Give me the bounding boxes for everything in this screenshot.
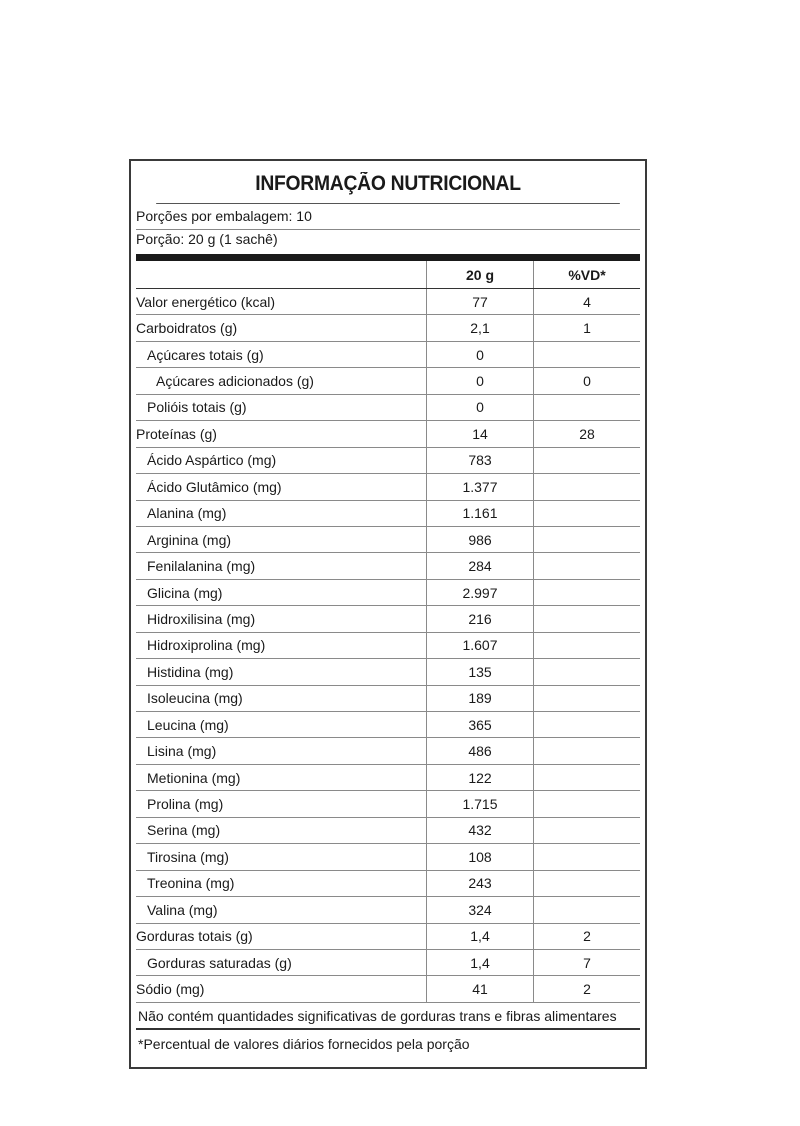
nutrient-amount: 1.715 (427, 791, 534, 817)
serving-size: Porção: 20 g (1 sachê) (136, 231, 278, 247)
nutrient-name: Hidroxilisina (mg) (136, 606, 427, 632)
nutrient-amount: 1,4 (427, 949, 534, 975)
nutrient-daily-value: 4 (534, 289, 641, 315)
table-row (136, 315, 640, 341)
nutrient-amount: 216 (427, 606, 534, 632)
table-row (136, 817, 640, 843)
nutrient-amount: 783 (427, 447, 534, 473)
table-row (136, 553, 640, 579)
nutrient-name: Gorduras saturadas (g) (136, 949, 427, 975)
nutrient-amount: 1.161 (427, 500, 534, 526)
nutrient-daily-value (534, 844, 641, 870)
table-row (136, 421, 640, 447)
nutrient-amount: 122 (427, 764, 534, 790)
nutrient-daily-value (534, 764, 641, 790)
nutrient-daily-value (534, 870, 641, 896)
nutrient-amount: 365 (427, 712, 534, 738)
nutrient-name: Metionina (mg) (136, 764, 427, 790)
table-row (136, 606, 640, 632)
nutrient-daily-value (534, 341, 641, 367)
header-name (136, 261, 427, 289)
nutrient-name: Hidroxiprolina (mg) (136, 632, 427, 658)
table-row (136, 712, 640, 738)
table-row (136, 685, 640, 711)
nutrient-name: Ácido Aspártico (mg) (136, 447, 427, 473)
table-header-row (136, 261, 640, 289)
nutrient-daily-value (534, 659, 641, 685)
disclaimer-note: Não contém quantidades significativas de gorduras trans e fibras alimentares (136, 1003, 640, 1030)
nutrient-daily-value (534, 394, 641, 420)
nutrient-amount: 108 (427, 844, 534, 870)
nutrient-daily-value: 2 (534, 976, 641, 1002)
table-row (136, 368, 640, 394)
table-row (136, 897, 640, 923)
table-row (136, 923, 640, 949)
nutrient-amount: 986 (427, 526, 534, 552)
table-body (136, 289, 640, 1003)
nutrient-daily-value (534, 791, 641, 817)
nutrient-daily-value: 1 (534, 315, 641, 341)
nutrient-name: Histidina (mg) (136, 659, 427, 685)
nutrient-amount: 189 (427, 685, 534, 711)
nutrient-amount: 2.997 (427, 579, 534, 605)
table-row (136, 870, 640, 896)
nutrient-amount: 1.377 (427, 474, 534, 500)
daily-value-footnote: *Percentual de valores diários fornecidos pela porção (138, 1035, 470, 1052)
table-row (136, 659, 640, 685)
nutrient-name: Açúcares adicionados (g) (136, 368, 427, 394)
table-row (136, 976, 640, 1002)
table-row (136, 500, 640, 526)
nutrient-daily-value (534, 632, 641, 658)
table-row (136, 289, 640, 315)
nutrient-daily-value (534, 553, 641, 579)
nutrient-name: Arginina (mg) (136, 526, 427, 552)
table-row (136, 791, 640, 817)
nutrient-name: Lisina (mg) (136, 738, 427, 764)
nutrient-name: Sódio (mg) (136, 976, 427, 1002)
nutrient-daily-value (534, 447, 641, 473)
nutrient-daily-value: 0 (534, 368, 641, 394)
table-row (136, 738, 640, 764)
nutrient-daily-value (534, 606, 641, 632)
nutrient-daily-value (534, 526, 641, 552)
table-row (136, 341, 640, 367)
table-row (136, 764, 640, 790)
nutrient-name: Tirosina (mg) (136, 844, 427, 870)
table-row (136, 447, 640, 473)
nutrient-daily-value (534, 474, 641, 500)
nutrient-amount: 0 (427, 341, 534, 367)
nutrient-daily-value: 28 (534, 421, 641, 447)
nutrient-name: Polióis totais (g) (136, 394, 427, 420)
nutrient-amount: 41 (427, 976, 534, 1002)
nutrition-facts-label (129, 159, 647, 1069)
nutrient-amount: 14 (427, 421, 534, 447)
nutrient-name: Proteínas (g) (136, 421, 427, 447)
nutrient-name: Carboidratos (g) (136, 315, 427, 341)
table-row (136, 394, 640, 420)
nutrient-daily-value (534, 712, 641, 738)
nutrient-amount: 135 (427, 659, 534, 685)
nutrient-daily-value (534, 897, 641, 923)
nutrient-daily-value (534, 817, 641, 843)
nutrient-amount: 2,1 (427, 315, 534, 341)
nutrient-amount: 284 (427, 553, 534, 579)
nutrient-amount: 0 (427, 394, 534, 420)
nutrient-name: Serina (mg) (136, 817, 427, 843)
nutrient-daily-value (534, 738, 641, 764)
nutrient-amount: 0 (427, 368, 534, 394)
nutrient-name: Alanina (mg) (136, 500, 427, 526)
nutrient-name: Valor energético (kcal) (136, 289, 427, 315)
nutrient-name: Fenilalanina (mg) (136, 553, 427, 579)
nutrient-name: Treonina (mg) (136, 870, 427, 896)
nutrient-name: Gorduras totais (g) (136, 923, 427, 949)
table-row (136, 526, 640, 552)
nutrient-amount: 243 (427, 870, 534, 896)
nutrient-name: Valina (mg) (136, 897, 427, 923)
nutrition-table (136, 261, 640, 1003)
nutrient-amount: 324 (427, 897, 534, 923)
servings-per-package: Porções por embalagem: 10 (136, 204, 640, 230)
nutrient-name: Prolina (mg) (136, 791, 427, 817)
nutrient-name: Glicina (mg) (136, 579, 427, 605)
nutrient-name: Ácido Glutâmico (mg) (136, 474, 427, 500)
nutrient-daily-value (534, 579, 641, 605)
nutrient-amount: 77 (427, 289, 534, 315)
nutrient-daily-value (534, 685, 641, 711)
nutrient-daily-value: 2 (534, 923, 641, 949)
table-row (136, 474, 640, 500)
table-row (136, 579, 640, 605)
nutrient-daily-value: 7 (534, 949, 641, 975)
thick-divider (136, 254, 640, 261)
table-row (136, 949, 640, 975)
nutrient-amount: 486 (427, 738, 534, 764)
label-title: INFORMAÇÃO NUTRICIONAL (156, 161, 620, 204)
nutrient-amount: 1,4 (427, 923, 534, 949)
nutrient-amount: 432 (427, 817, 534, 843)
header-daily-value: %VD* (534, 261, 641, 289)
nutrient-name: Leucina (mg) (136, 712, 427, 738)
header-amount: 20 g (427, 261, 534, 289)
nutrient-amount: 1.607 (427, 632, 534, 658)
table-row (136, 632, 640, 658)
table-row (136, 844, 640, 870)
nutrient-name: Isoleucina (mg) (136, 685, 427, 711)
nutrient-name: Açúcares totais (g) (136, 341, 427, 367)
nutrient-daily-value (534, 500, 641, 526)
